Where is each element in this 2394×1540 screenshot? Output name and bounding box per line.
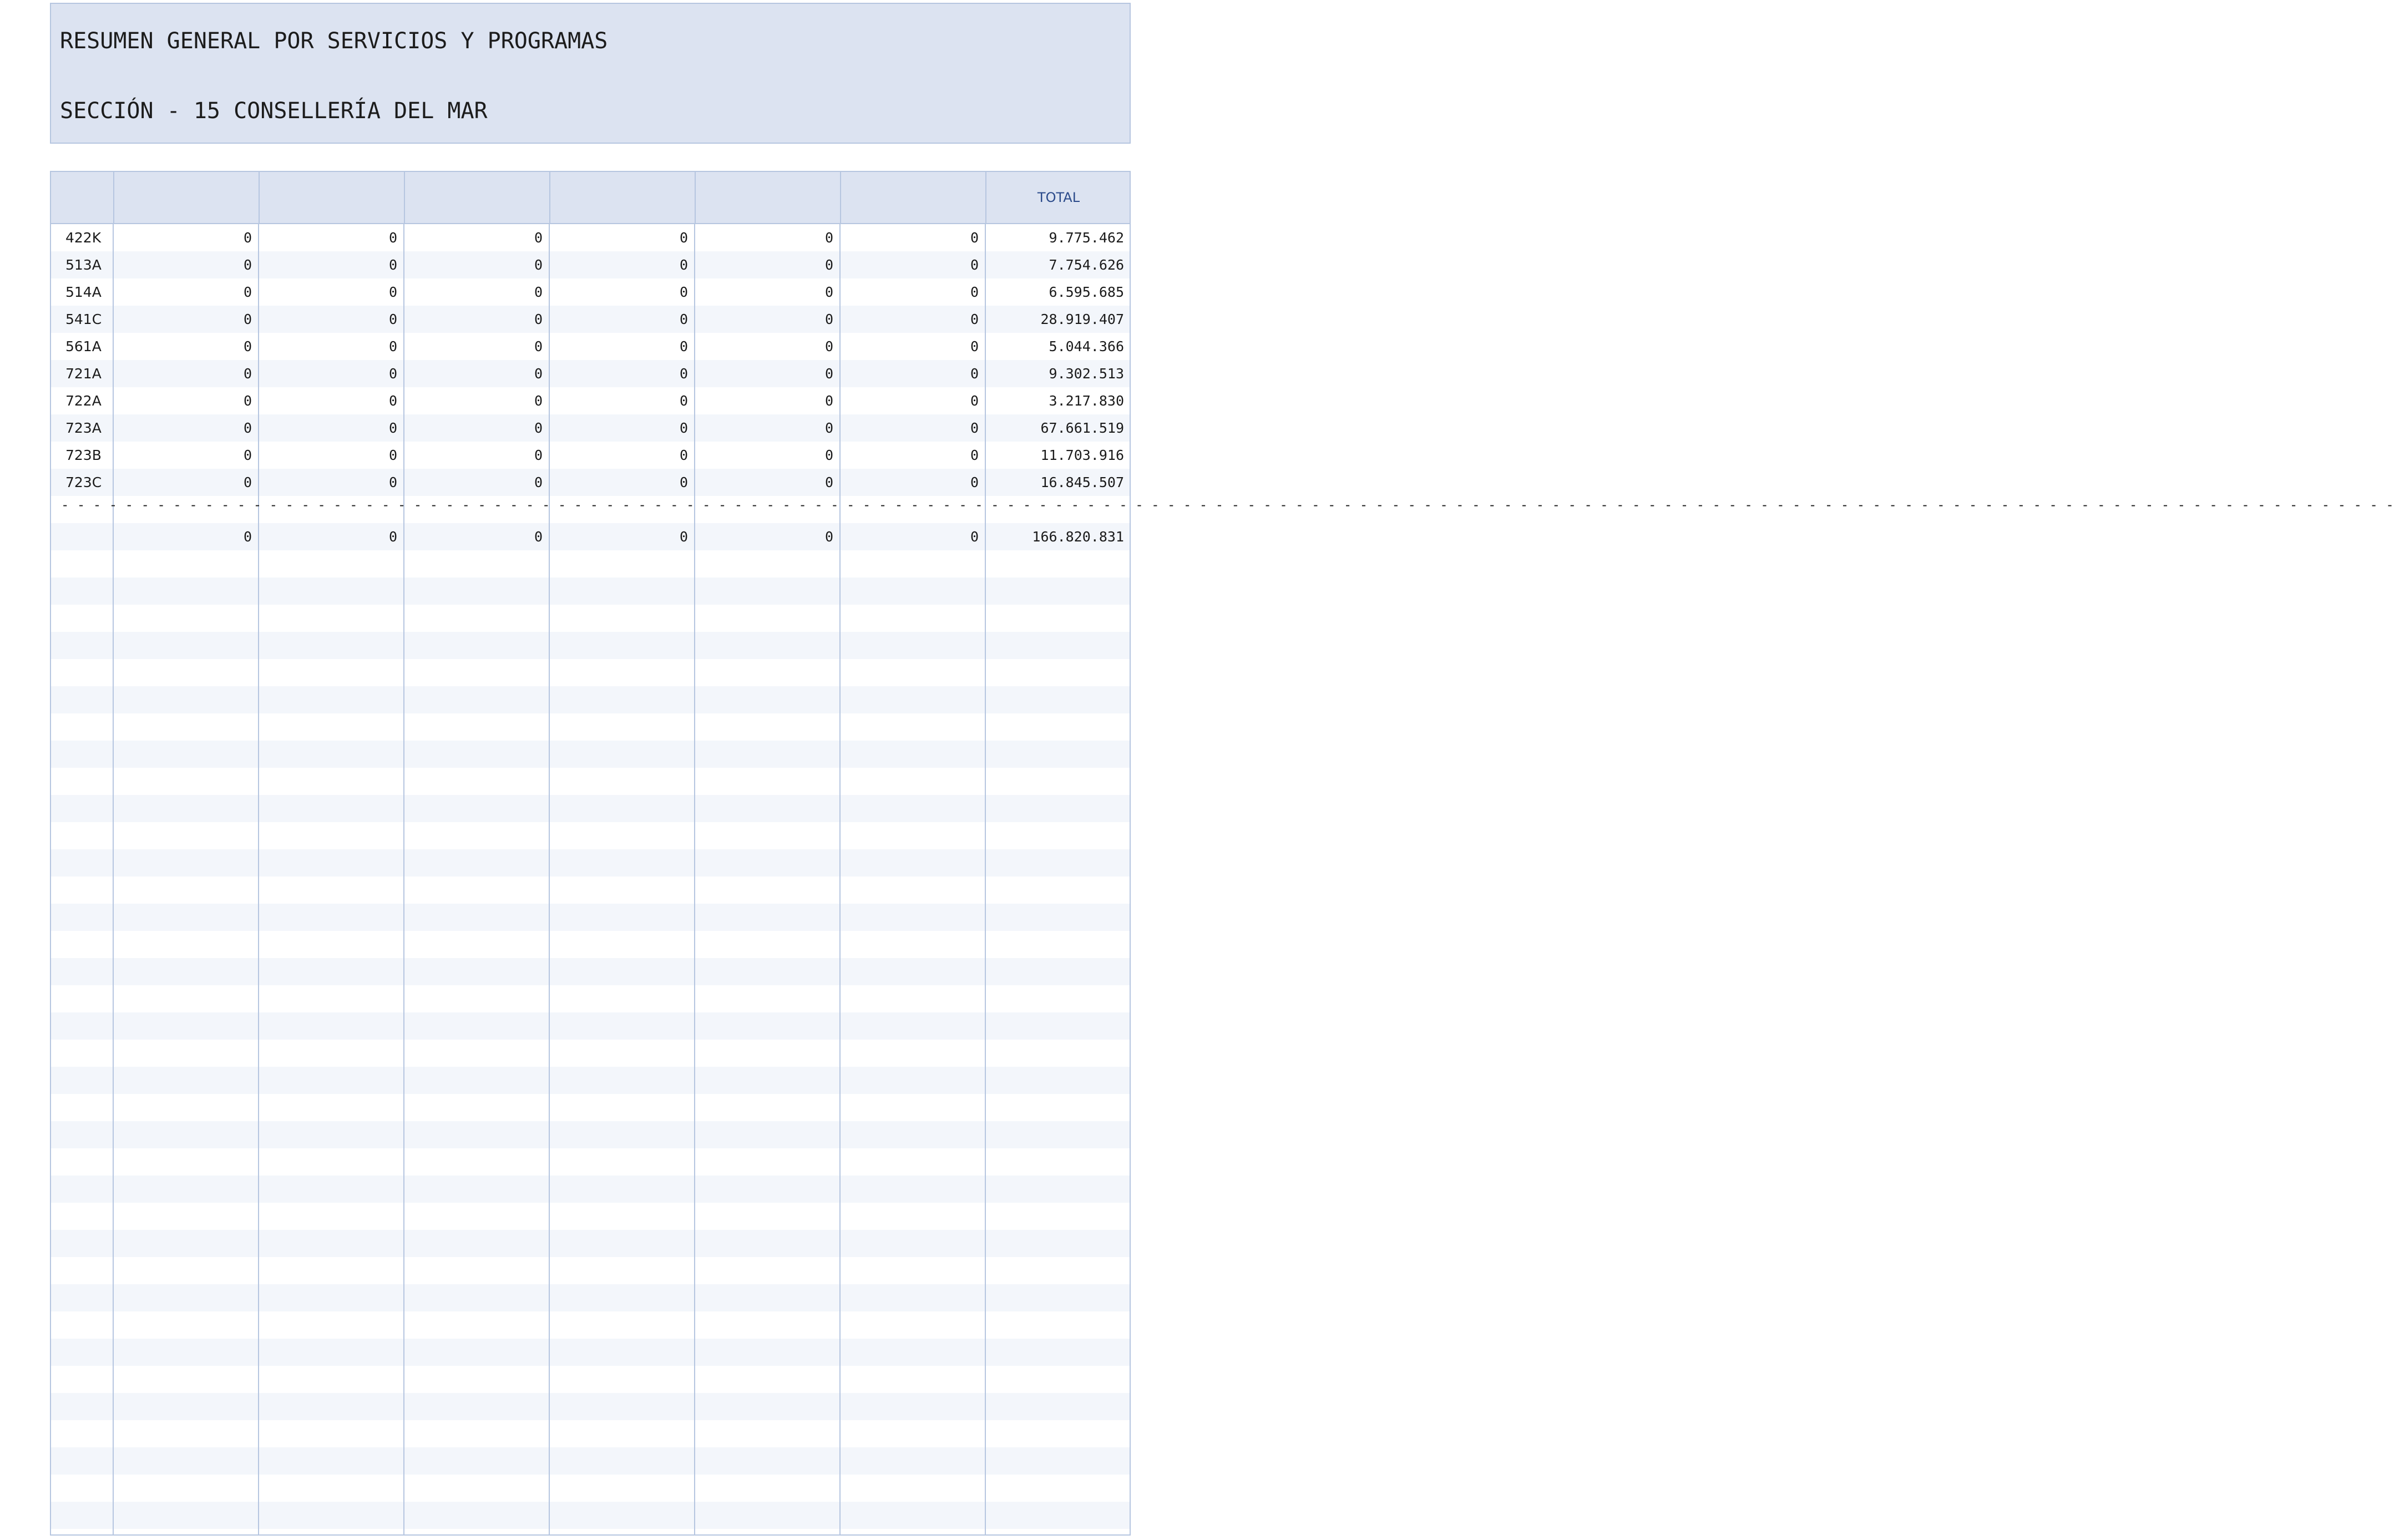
row-stripe bbox=[51, 1067, 1130, 1094]
amount-value: 0 bbox=[970, 447, 979, 463]
amount-value: 0 bbox=[679, 393, 688, 409]
amount-value: 0 bbox=[243, 311, 252, 327]
amount-value: 0 bbox=[388, 393, 397, 409]
amount-value: 0 bbox=[679, 447, 688, 463]
amount-value: 0 bbox=[388, 311, 397, 327]
amount-value: 0 bbox=[534, 338, 543, 354]
table-row bbox=[51, 224, 1130, 251]
program-code: 723C bbox=[65, 474, 102, 490]
table-row bbox=[51, 306, 1130, 333]
total-value: 16.845.507 bbox=[1040, 474, 1124, 490]
total-value: 11.703.916 bbox=[1040, 447, 1124, 463]
amount-value: 0 bbox=[388, 420, 397, 436]
table-row bbox=[51, 333, 1130, 360]
amount-value: 0 bbox=[970, 393, 979, 409]
column-header bbox=[840, 172, 985, 223]
summary-table bbox=[50, 171, 2394, 1536]
amount-value: 0 bbox=[534, 393, 543, 409]
column-header bbox=[549, 172, 695, 223]
amount-value: 0 bbox=[534, 474, 543, 490]
amount-value: 0 bbox=[243, 284, 252, 300]
amount-value: 0 bbox=[970, 230, 979, 246]
column-header bbox=[113, 172, 259, 223]
amount-value: 0 bbox=[388, 230, 397, 246]
amount-value: 0 bbox=[824, 257, 833, 273]
amount-value: 0 bbox=[243, 529, 252, 545]
program-code: 514A bbox=[65, 284, 102, 300]
section-title: SECCIÓN - 15 CONSELLERÍA DEL MAR bbox=[60, 98, 488, 124]
column-header bbox=[985, 172, 1131, 223]
amount-value: 0 bbox=[824, 393, 833, 409]
row-stripe bbox=[51, 1284, 1130, 1311]
table-row bbox=[51, 278, 1130, 306]
total-value: 7.754.626 bbox=[1049, 257, 1124, 273]
amount-value: 0 bbox=[388, 447, 397, 463]
amount-value: 0 bbox=[679, 338, 688, 354]
amount-value: 0 bbox=[388, 529, 397, 545]
total-value: 3.217.830 bbox=[1049, 393, 1124, 409]
amount-value: 0 bbox=[388, 474, 397, 490]
amount-value: 0 bbox=[679, 420, 688, 436]
total-value: 9.302.513 bbox=[1049, 366, 1124, 382]
amount-value: 0 bbox=[824, 338, 833, 354]
amount-value: 0 bbox=[243, 230, 252, 246]
table-header bbox=[51, 172, 1130, 224]
row-stripe bbox=[51, 1230, 1130, 1257]
row-stripe bbox=[51, 1393, 1130, 1420]
amount-value: 0 bbox=[534, 447, 543, 463]
total-value: 166.820.831 bbox=[1032, 529, 1124, 545]
row-stripe bbox=[51, 1121, 1130, 1148]
row-stripe bbox=[51, 686, 1130, 713]
program-code: 722A bbox=[65, 393, 102, 409]
amount-value: 0 bbox=[679, 529, 688, 545]
program-code: 723B bbox=[65, 447, 102, 463]
row-stripe bbox=[51, 1339, 1130, 1366]
amount-value: 0 bbox=[970, 311, 979, 327]
amount-value: 0 bbox=[824, 447, 833, 463]
row-stripe bbox=[51, 632, 1130, 659]
total-value: 28.919.407 bbox=[1040, 311, 1124, 327]
column-header bbox=[404, 172, 549, 223]
table-row bbox=[51, 251, 1130, 278]
amount-value: 0 bbox=[824, 529, 833, 545]
amount-value: 0 bbox=[388, 366, 397, 382]
amount-value: 0 bbox=[824, 230, 833, 246]
amount-value: 0 bbox=[243, 338, 252, 354]
amount-value: 0 bbox=[534, 311, 543, 327]
program-code: 723A bbox=[65, 420, 102, 436]
row-stripe bbox=[51, 1502, 1130, 1529]
amount-value: 0 bbox=[824, 284, 833, 300]
program-code: 561A bbox=[65, 338, 102, 354]
amount-value: 0 bbox=[970, 529, 979, 545]
row-stripe bbox=[51, 1012, 1130, 1040]
total-value: 6.595.685 bbox=[1049, 284, 1124, 300]
totals-separator: - - - - - - - - - - - - - - - - - - - - - - - - - - - - - - - - - - - - - - - - - - - - - - - - - - - - - - - - - - - - - - - - - - - - - - - - - - - - - - - - - - - - - - - - - - - - - - - - - - - - - - - - - - - - - - - - - - - - - - - - - - - - - - - - - - - - - - - - - - - - - - - - - - bbox=[61, 497, 2394, 513]
amount-value: 0 bbox=[970, 338, 979, 354]
total-value: 5.044.366 bbox=[1049, 338, 1124, 354]
column-header bbox=[695, 172, 840, 223]
row-stripe bbox=[51, 958, 1130, 985]
table-row bbox=[51, 442, 1130, 469]
amount-value: 0 bbox=[534, 284, 543, 300]
program-code bbox=[51, 523, 113, 550]
amount-value: 0 bbox=[534, 366, 543, 382]
row-stripe bbox=[51, 849, 1130, 877]
program-code: 541C bbox=[65, 311, 102, 327]
amount-value: 0 bbox=[970, 420, 979, 436]
row-stripe bbox=[51, 1447, 1130, 1475]
amount-value: 0 bbox=[243, 257, 252, 273]
row-stripe bbox=[51, 795, 1130, 822]
total-value: 67.661.519 bbox=[1040, 420, 1124, 436]
amount-value: 0 bbox=[970, 284, 979, 300]
table-row bbox=[51, 414, 1130, 442]
amount-value: 0 bbox=[679, 474, 688, 490]
amount-value: 0 bbox=[243, 393, 252, 409]
total-value: 9.775.462 bbox=[1049, 230, 1124, 246]
amount-value: 0 bbox=[679, 311, 688, 327]
program-code: 513A bbox=[65, 257, 102, 273]
amount-value: 0 bbox=[243, 366, 252, 382]
column-header bbox=[51, 172, 113, 223]
amount-value: 0 bbox=[970, 474, 979, 490]
table-row bbox=[51, 523, 1130, 550]
amount-value: 0 bbox=[824, 474, 833, 490]
amount-value: 0 bbox=[534, 230, 543, 246]
column-header bbox=[259, 172, 404, 223]
amount-value: 0 bbox=[534, 529, 543, 545]
row-stripe bbox=[51, 1176, 1130, 1203]
table-row bbox=[51, 469, 1130, 496]
amount-value: 0 bbox=[970, 366, 979, 382]
program-code: 721A bbox=[65, 366, 102, 382]
amount-value: 0 bbox=[534, 257, 543, 273]
program-code: 422K bbox=[65, 230, 102, 246]
amount-value: 0 bbox=[388, 338, 397, 354]
amount-value: 0 bbox=[824, 420, 833, 436]
amount-value: 0 bbox=[388, 284, 397, 300]
table-row bbox=[51, 387, 1130, 414]
amount-value: 0 bbox=[970, 257, 979, 273]
amount-value: 0 bbox=[243, 474, 252, 490]
row-stripe bbox=[51, 904, 1130, 931]
amount-value: 0 bbox=[243, 447, 252, 463]
report-header bbox=[50, 3, 1131, 144]
amount-value: 0 bbox=[534, 420, 543, 436]
amount-value: 0 bbox=[679, 257, 688, 273]
amount-value: 0 bbox=[824, 311, 833, 327]
row-stripe bbox=[51, 741, 1130, 768]
amount-value: 0 bbox=[679, 284, 688, 300]
amount-value: 0 bbox=[388, 257, 397, 273]
amount-value: 0 bbox=[824, 366, 833, 382]
column-header-label: TOTAL bbox=[1037, 190, 1080, 205]
report-title: RESUMEN GENERAL POR SERVICIOS Y PROGRAMAS bbox=[60, 28, 608, 54]
amount-value: 0 bbox=[679, 366, 688, 382]
amount-value: 0 bbox=[679, 230, 688, 246]
amount-value: 0 bbox=[243, 420, 252, 436]
table-row bbox=[51, 360, 1130, 387]
row-stripe bbox=[51, 578, 1130, 605]
